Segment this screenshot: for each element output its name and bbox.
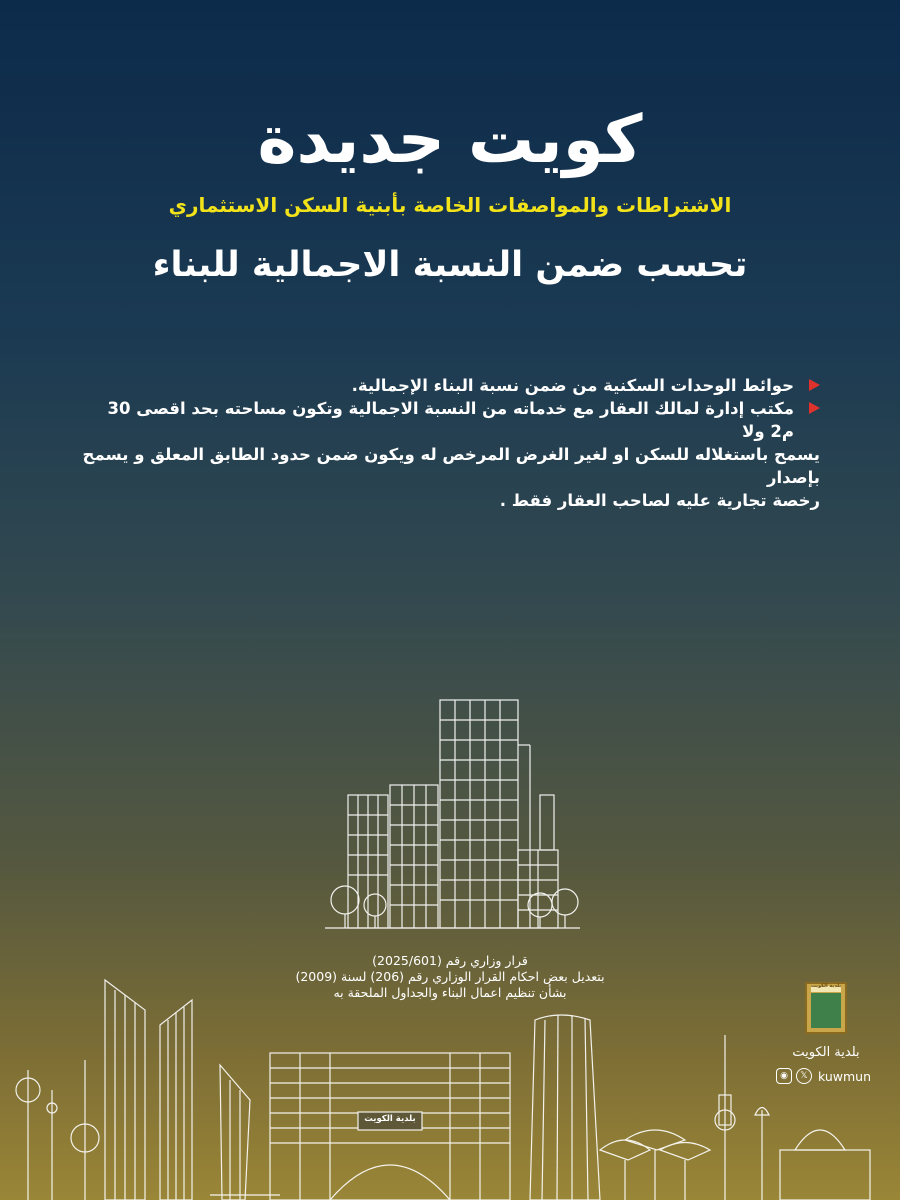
x-icon[interactable]: 𝕏 bbox=[796, 1068, 812, 1084]
social-links bbox=[776, 1067, 871, 1085]
crest-text: بلدية الكويت bbox=[810, 983, 842, 989]
crest-emblem bbox=[811, 993, 841, 1028]
section-heading: تحسب ضمن النسبة الاجمالية للبناء bbox=[152, 245, 748, 285]
bullet-text: مكتب إدارة لمالك العقار مع خدماته من النسبة الاجمالية وتكون مساحته بحد اقصى 30 م2 ولا bbox=[107, 399, 794, 441]
decree-line: قرار وزاري رقم (2025/601) bbox=[372, 953, 528, 968]
subtitle: الاشتراطات والمواصفات الخاصة بأبنية السكن الاستثماري bbox=[168, 193, 732, 217]
skyline-sign: بلدية الكويت bbox=[364, 1114, 416, 1124]
decree-text bbox=[0, 953, 900, 1001]
municipality-crest-icon bbox=[805, 982, 847, 1034]
building-sketch-icon bbox=[325, 700, 580, 928]
organization-name: بلدية الكويت bbox=[792, 1045, 860, 1060]
social-handle[interactable]: kuwmun bbox=[818, 1068, 872, 1084]
page-title: كويت جديدة bbox=[257, 101, 643, 178]
instagram-icon[interactable]: ◉ bbox=[776, 1068, 792, 1084]
bullet-text: يسمح باستغلاله للسكن او لغير الغرض المرخص له ويكون ضمن حدود الطابق المعلق و يسمح بإصدار bbox=[82, 445, 820, 487]
bullet-text: حوائط الوحدات السكنية من ضمن نسبة البناء الإجمالية. bbox=[351, 376, 794, 395]
decree-line: بشأن تنظيم اعمال البناء والجداول الملحقة به bbox=[333, 985, 567, 1000]
kuwait-skyline-icon bbox=[16, 980, 870, 1200]
decree-line: بتعديل بعض احكام القرار الوزاري رقم (206) لسنة (2009) bbox=[295, 969, 605, 984]
bullet-text: رخصة تجارية عليه لصاحب العقار فقط . bbox=[499, 491, 820, 510]
